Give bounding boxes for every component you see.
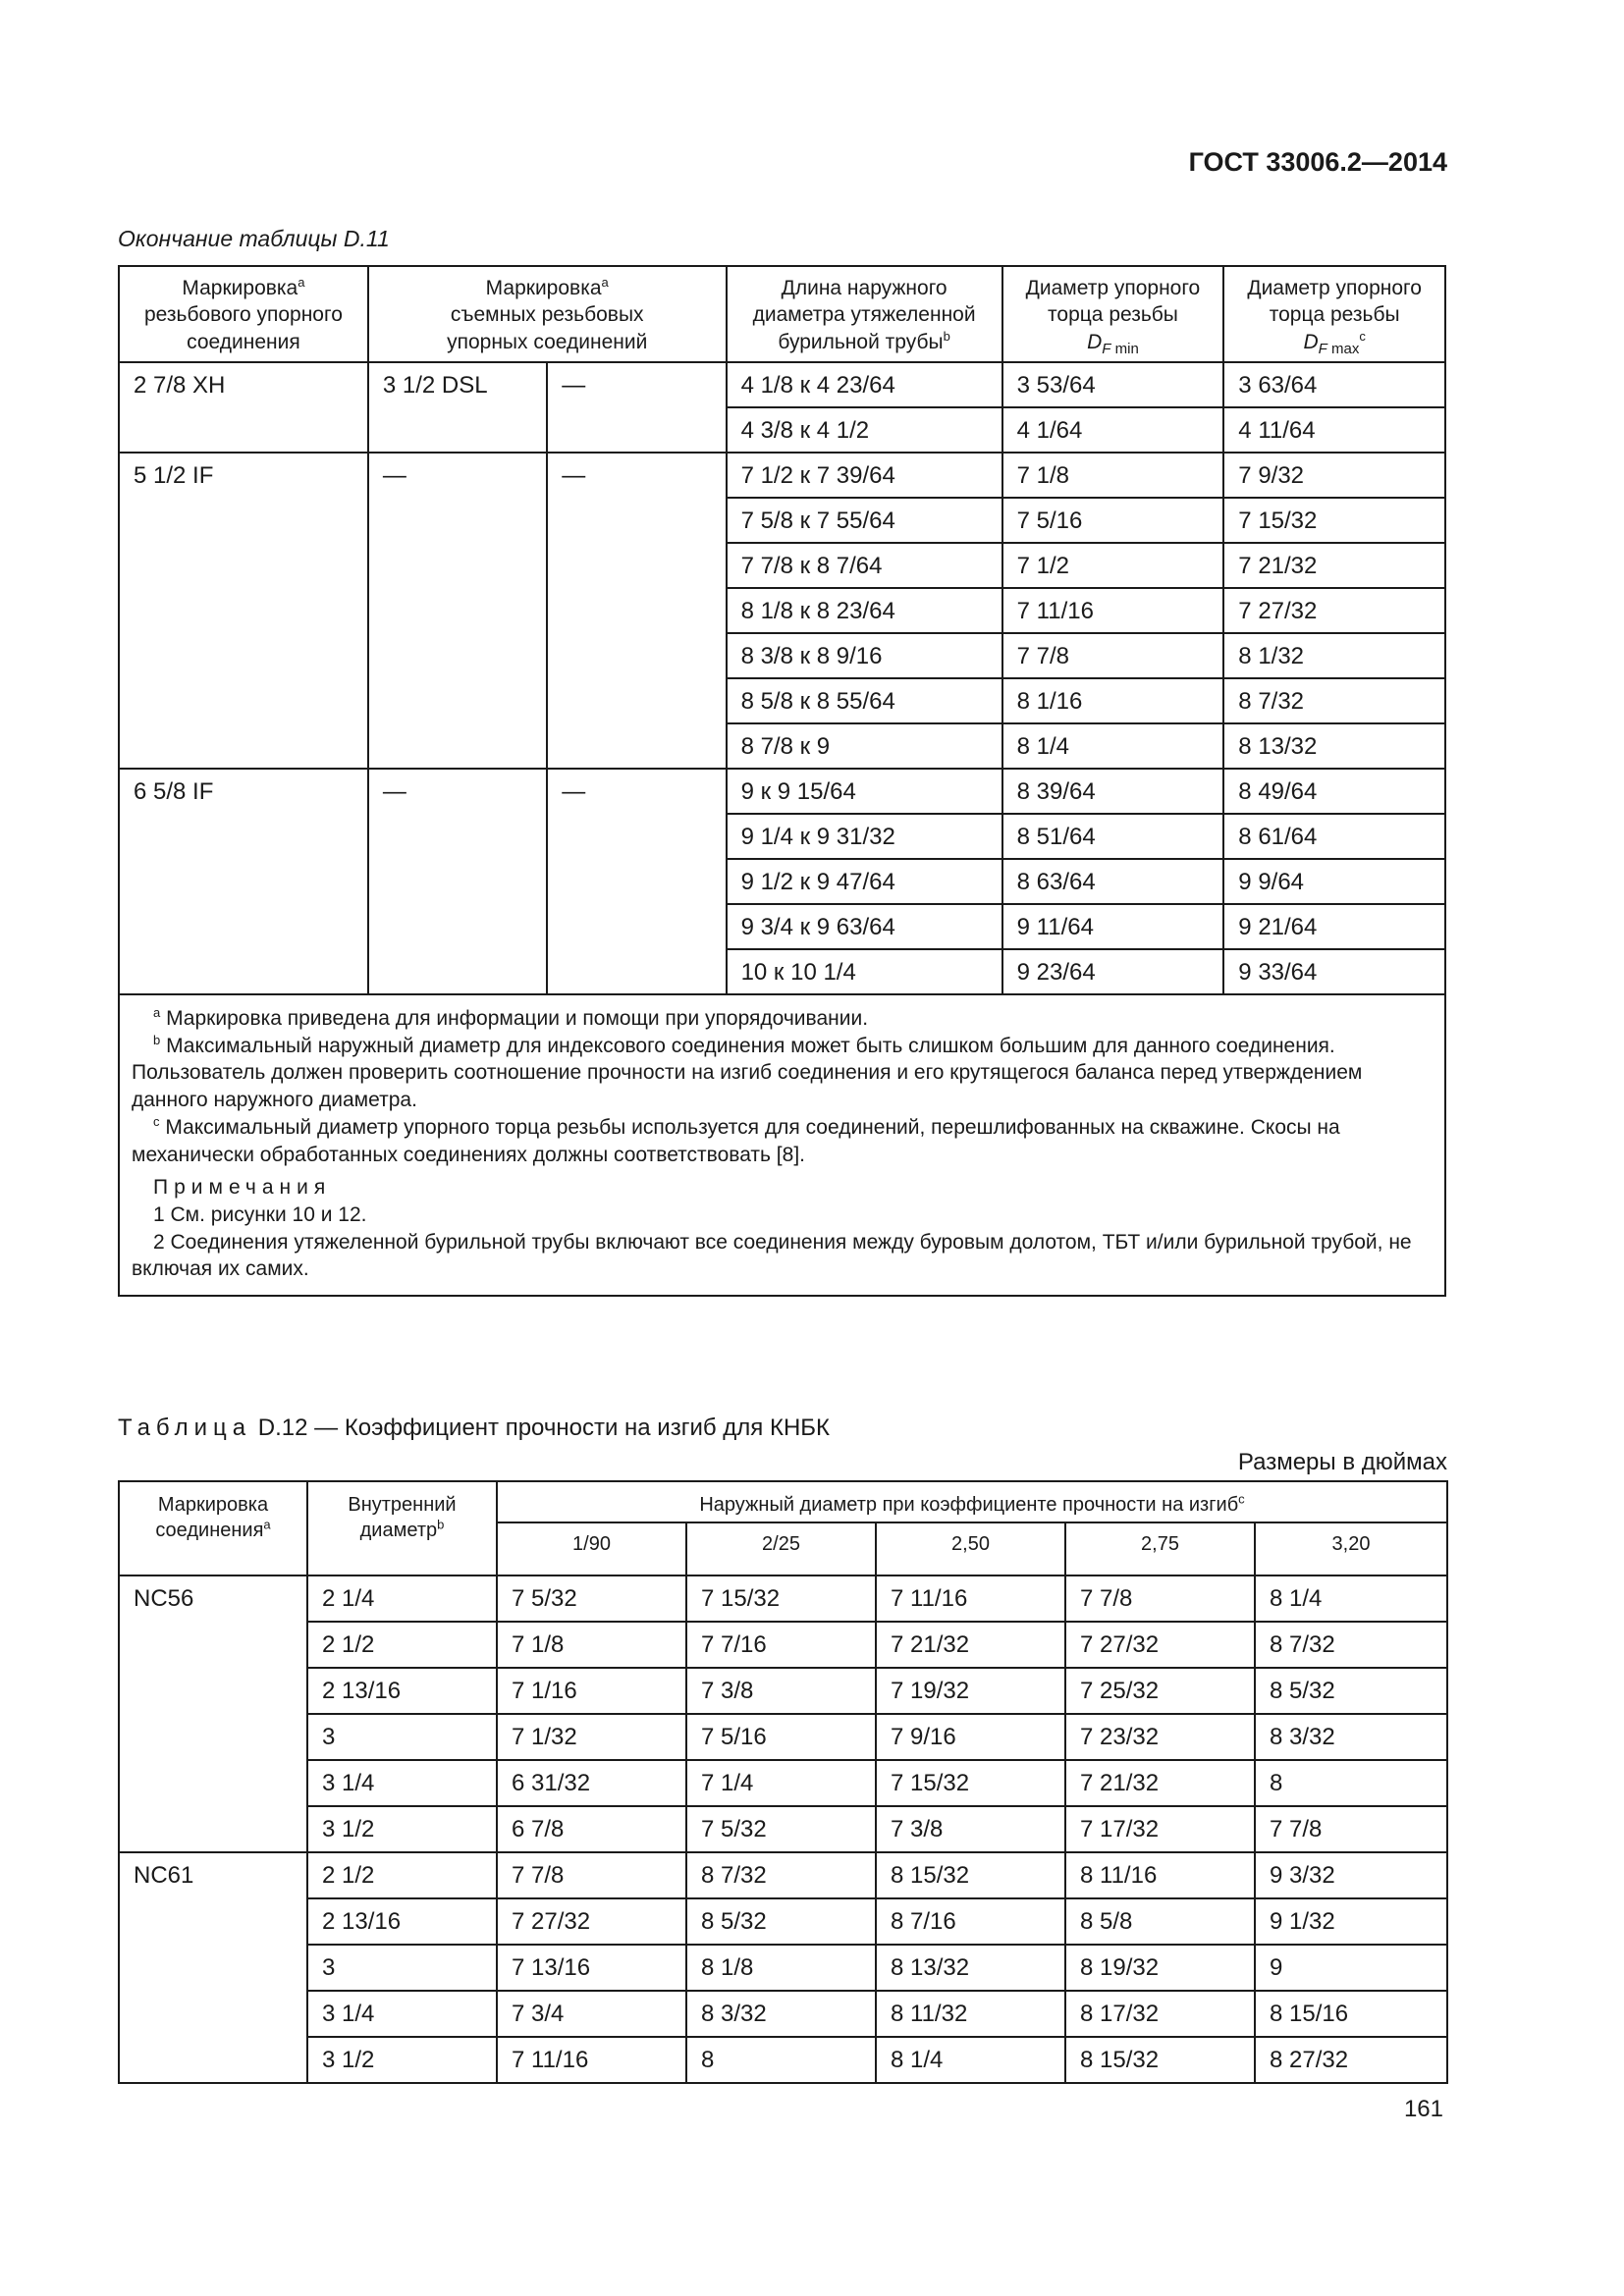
outer-diameter-cell: 7 1/32 [497,1714,686,1760]
footnote-b: $^b$ Максимальный наружный диаметр для индексового соединения может быть слишком большим для данного соединения. Пользователь должен проверить соотношение прочности на изгиб соединения и его крутящегося баланса перед утверждением данного наружного диаметра. [132,1032,1363,1112]
inner-diameter-cell: 3 [307,1714,497,1760]
outer-diameter-cell: 7 15/32 [876,1760,1065,1806]
outer-diameter-cell: 7 3/8 [686,1668,876,1714]
df-min-cell: 8 1/4 [1002,723,1224,769]
outer-diameter-cell: 8 17/32 [1065,1991,1255,2037]
document-id: ГОСТ 33006.2—2014 [1188,147,1447,177]
od-length-cell: 8 1/8 к 8 23/64 [727,588,1002,633]
outer-diameter-cell: 8 11/32 [876,1991,1065,2037]
od-length-cell: 7 7/8 к 8 7/64 [727,543,1002,588]
outer-diameter-cell: 8 3/32 [686,1991,876,2037]
outer-diameter-cell: 7 3/4 [497,1991,686,2037]
table-d12-caption: Таблица D.12 — Коэффициент прочности на изгиб для КНБК [118,1415,831,1441]
header-ratio: 2/25 [686,1522,876,1575]
table-header-row [119,1481,1447,1522]
outer-diameter-cell: 7 9/16 [876,1714,1065,1760]
outer-diameter-cell: 7 1/16 [497,1668,686,1714]
outer-diameter-cell: 7 7/8 [1255,1806,1447,1852]
df-max-cell: 7 15/32 [1223,498,1445,543]
outer-diameter-cell: 7 27/32 [497,1898,686,1945]
od-length-cell: 7 1/2 к 7 39/64 [727,453,1002,498]
connection-cell: 6 5/8 IF [119,769,368,994]
df-min-cell: 8 51/64 [1002,814,1224,859]
df-min-cell: 7 5/16 [1002,498,1224,543]
units-note: Размеры в дюймах [1237,1449,1447,1475]
df-max-cell: 8 7/32 [1223,678,1445,723]
inner-diameter-cell: 3 1/2 [307,1806,497,1852]
removable-connection-cell: — [368,453,547,769]
df-min-cell: 4 1/64 [1002,407,1224,453]
df-max-cell: 8 1/32 [1223,633,1445,678]
inner-diameter-cell: 2 13/16 [307,1668,497,1714]
outer-diameter-cell: 7 25/32 [1065,1668,1255,1714]
connection-cell: 2 7/8 XH [119,362,368,453]
outer-diameter-cell: 7 11/16 [876,1575,1065,1622]
df-max-cell: 7 9/32 [1223,453,1445,498]
table-d11 [118,265,1446,1297]
od-length-cell: 8 3/8 к 8 9/16 [727,633,1002,678]
df-max-cell: 8 49/64 [1223,769,1445,814]
note-1: 1 См. рисунки 10 и 12. [153,1203,367,1227]
df-min-cell: 3 53/64 [1002,362,1224,407]
table-row [119,1945,1447,1991]
removable-connection-cell: — [547,453,726,769]
outer-diameter-cell: 7 27/32 [1065,1622,1255,1668]
df-max-cell: 9 21/64 [1223,904,1445,949]
outer-diameter-cell: 8 1/8 [686,1945,876,1991]
outer-diameter-cell: 8 27/32 [1255,2037,1447,2083]
footnotes-row [119,994,1445,1296]
df-max-cell: 8 61/64 [1223,814,1445,859]
outer-diameter-cell: 8 [686,2037,876,2083]
table-row [119,1760,1447,1806]
outer-diameter-cell: 7 1/8 [497,1622,686,1668]
inner-diameter-cell: 3 1/2 [307,2037,497,2083]
table-row [119,1622,1447,1668]
note-2: 2 Соединения утяжеленной бурильной трубы включают все соединения между буровым долотом, ТБТ и/или бурильной трубой, не включая их самих. [132,1230,1412,1281]
table-row [119,1806,1447,1852]
df-min-cell: 8 63/64 [1002,859,1224,904]
header-outer-diameter-group: Наружный диаметр при коэффициенте прочности на изгиб$^c$ [497,1481,1447,1522]
header-ratio: 2,50 [876,1522,1065,1575]
inner-diameter-cell: 2 13/16 [307,1898,497,1945]
df-max-cell: 9 9/64 [1223,859,1445,904]
table-row [119,769,1445,814]
outer-diameter-cell: 8 15/32 [1065,2037,1255,2083]
outer-diameter-cell: 8 1/4 [1255,1575,1447,1622]
od-length-cell: 4 3/8 к 4 1/2 [727,407,1002,453]
outer-diameter-cell: 8 7/16 [876,1898,1065,1945]
table-row [119,1668,1447,1714]
inner-diameter-cell: 3 [307,1945,497,1991]
outer-diameter-cell: 6 31/32 [497,1760,686,1806]
outer-diameter-cell: 8 11/16 [1065,1852,1255,1898]
removable-connection-cell: 3 1/2 DSL [368,362,547,453]
inner-diameter-cell: 3 1/4 [307,1991,497,2037]
table-row [119,1575,1447,1622]
outer-diameter-cell: 7 21/32 [876,1622,1065,1668]
df-min-cell: 9 23/64 [1002,949,1224,994]
outer-diameter-cell: 7 11/16 [497,2037,686,2083]
outer-diameter-cell: 7 21/32 [1065,1760,1255,1806]
outer-diameter-cell: 8 13/32 [876,1945,1065,1991]
outer-diameter-cell: 8 5/8 [1065,1898,1255,1945]
table-header-row [119,266,1445,362]
outer-diameter-cell: 9 [1255,1945,1447,1991]
od-length-cell: 8 5/8 к 8 55/64 [727,678,1002,723]
outer-diameter-cell: 7 1/4 [686,1760,876,1806]
outer-diameter-cell: 8 7/32 [1255,1622,1447,1668]
df-min-cell: 7 1/8 [1002,453,1224,498]
outer-diameter-cell: 7 17/32 [1065,1806,1255,1852]
df-min-cell: 7 11/16 [1002,588,1224,633]
outer-diameter-cell: 8 7/32 [686,1852,876,1898]
outer-diameter-cell: 8 5/32 [686,1898,876,1945]
removable-connection-cell: — [547,769,726,994]
inner-diameter-cell: 2 1/2 [307,1852,497,1898]
outer-diameter-cell: 8 3/32 [1255,1714,1447,1760]
header-od-length: Длина наружного диаметра утяжеленной бурильной трубы$^b$ [727,266,1002,362]
df-min-cell: 7 1/2 [1002,543,1224,588]
outer-diameter-cell: 7 7/16 [686,1622,876,1668]
od-length-cell: 10 к 10 1/4 [727,949,1002,994]
df-max-cell: 9 33/64 [1223,949,1445,994]
outer-diameter-cell: 9 3/32 [1255,1852,1447,1898]
table-continuation-label: Окончание таблицы D.11 [118,226,390,251]
removable-connection-cell: — [547,362,726,453]
df-min-cell: 8 39/64 [1002,769,1224,814]
header-removable-connections: Маркировка$^a$ съемных резьбовых упорных соединений [368,266,727,362]
header-ratio: 3,20 [1255,1522,1447,1575]
outer-diameter-cell: 7 7/8 [497,1852,686,1898]
outer-diameter-cell: 7 7/8 [1065,1575,1255,1622]
footnote-a: $^a$ Маркировка приведена для информации и помощи при упорядочивании. [153,1005,869,1030]
table-row [119,2037,1447,2083]
table-row [119,362,1445,407]
df-max-cell: 4 11/64 [1223,407,1445,453]
outer-diameter-cell: 8 15/16 [1255,1991,1447,2037]
outer-diameter-cell: 8 1/4 [876,2037,1065,2083]
od-length-cell: 4 1/8 к 4 23/64 [727,362,1002,407]
header-df-max: Диаметр упорного торца резьбы $D_{F max}^c$ [1223,266,1445,362]
connection-cell: NC56 [119,1575,307,1852]
df-min-cell: 7 7/8 [1002,633,1224,678]
notes-title: Примечания [153,1176,332,1200]
inner-diameter-cell: 2 1/2 [307,1622,497,1668]
header-connection: Маркировка соединения$^a$ [119,1481,307,1575]
df-max-cell: 3 63/64 [1223,362,1445,407]
header-ratio: 2,75 [1065,1522,1255,1575]
df-min-cell: 9 11/64 [1002,904,1224,949]
outer-diameter-cell: 7 5/32 [686,1806,876,1852]
table-row [119,1852,1447,1898]
table-d12 [118,1480,1448,2084]
outer-diameter-cell: 7 15/32 [686,1575,876,1622]
outer-diameter-cell: 7 5/32 [497,1575,686,1622]
outer-diameter-cell: 7 3/8 [876,1806,1065,1852]
outer-diameter-cell: 9 1/32 [1255,1898,1447,1945]
df-max-cell: 7 21/32 [1223,543,1445,588]
outer-diameter-cell: 8 15/32 [876,1852,1065,1898]
page-number: 161 [1403,2096,1443,2122]
table-row [119,1714,1447,1760]
od-length-cell: 8 7/8 к 9 [727,723,1002,769]
footnote-c: $^c$ Максимальный диаметр упорного торца резьбы используется для соединений, перешлифованных на скважине. Скосы на механически обработанных соединениях должны соответствовать [8]. [132,1113,1340,1166]
outer-diameter-cell: 6 7/8 [497,1806,686,1852]
df-max-cell: 8 13/32 [1223,723,1445,769]
header-inner-diameter: Внутренний диаметр$^b$ [307,1481,497,1575]
connection-cell: NC61 [119,1852,307,2083]
header-df-min: Диаметр упорного торца резьбы $D_{F min}$ [1002,266,1224,362]
header-ratio: 1/90 [497,1522,686,1575]
inner-diameter-cell: 2 1/4 [307,1575,497,1622]
outer-diameter-cell: 8 5/32 [1255,1668,1447,1714]
removable-connection-cell: — [368,769,547,994]
outer-diameter-cell: 7 5/16 [686,1714,876,1760]
od-length-cell: 9 3/4 к 9 63/64 [727,904,1002,949]
outer-diameter-cell: 7 23/32 [1065,1714,1255,1760]
footnotes [119,994,1445,1296]
table-row [119,1991,1447,2037]
df-max-cell: 7 27/32 [1223,588,1445,633]
df-min-cell: 8 1/16 [1002,678,1224,723]
od-length-cell: 9 1/4 к 9 31/32 [727,814,1002,859]
inner-diameter-cell: 3 1/4 [307,1760,497,1806]
header-thread-connection: Маркировка$^a$ резьбового упорного соединения [119,266,368,362]
od-length-cell: 7 5/8 к 7 55/64 [727,498,1002,543]
outer-diameter-cell: 8 19/32 [1065,1945,1255,1991]
connection-cell: 5 1/2 IF [119,453,368,769]
table-row [119,453,1445,498]
od-length-cell: 9 к 9 15/64 [727,769,1002,814]
outer-diameter-cell: 7 13/16 [497,1945,686,1991]
od-length-cell: 9 1/2 к 9 47/64 [727,859,1002,904]
outer-diameter-cell: 7 19/32 [876,1668,1065,1714]
outer-diameter-cell: 8 [1255,1760,1447,1806]
table-row [119,1898,1447,1945]
